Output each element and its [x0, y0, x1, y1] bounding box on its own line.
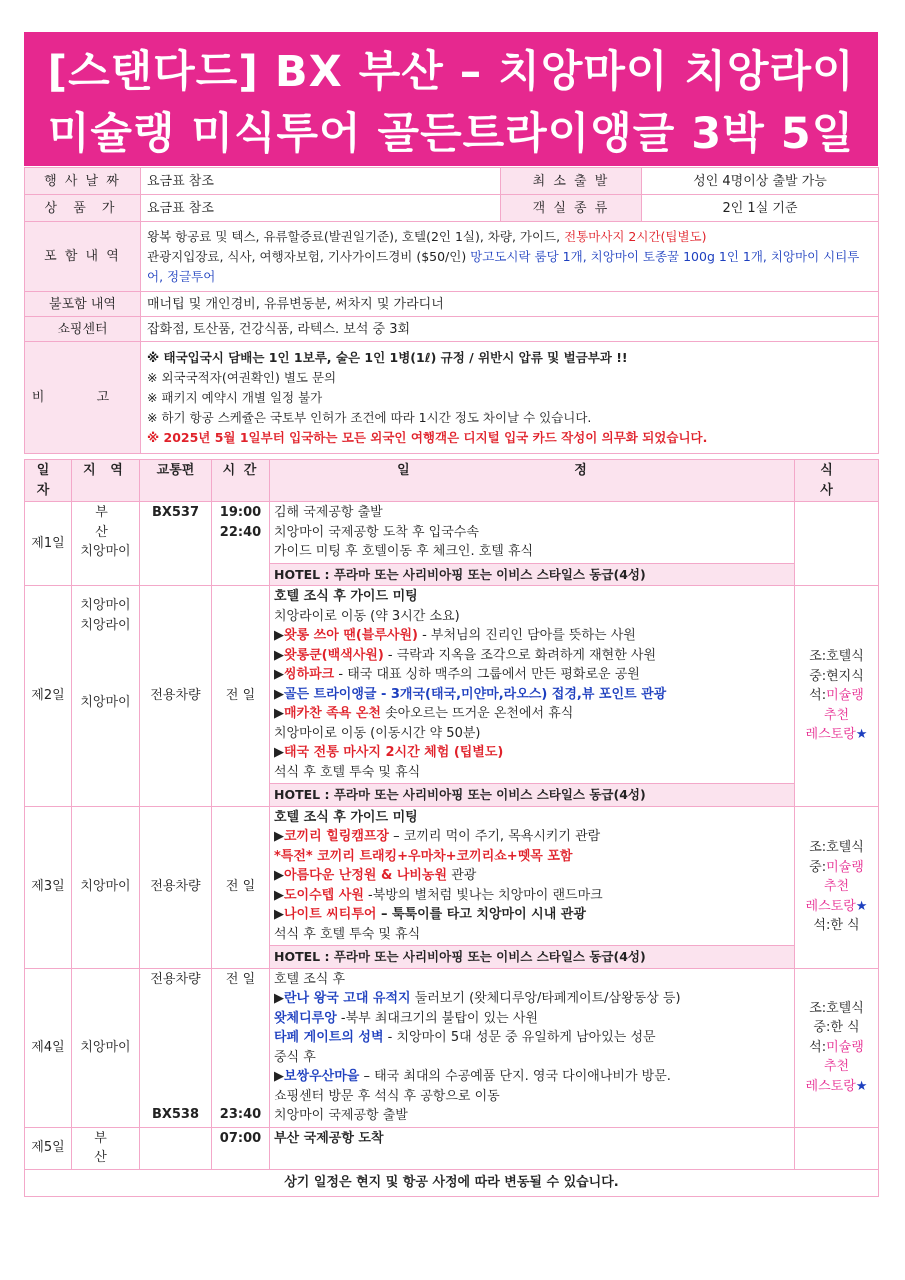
schedule-table — [24, 459, 879, 1197]
day2-meal-3 — [799, 686, 874, 706]
day2-line-9 — [274, 743, 790, 763]
day5-row — [25, 1127, 879, 1169]
day5-plan: 부산 국제공항 도착 — [270, 1127, 795, 1169]
day3-line-3: *특전* 코끼리 트래킹+우마차+코끼리쇼+뗏목 포함 — [274, 848, 573, 864]
day4-line-4a: 타페 게이트의 성벽 — [274, 1030, 384, 1045]
triangle-right-icon: ▶ — [274, 868, 284, 883]
day1-time-1: 19:00 — [219, 505, 262, 520]
day1-region — [72, 502, 140, 586]
day4-meal-3a: 석: — [809, 1039, 827, 1055]
triangle-right-icon: ▶ — [274, 647, 284, 663]
day3-meal-2d: 레스토랑 — [805, 898, 856, 914]
day4-time-text: 전 일 — [225, 971, 256, 987]
day2-line-3 — [274, 626, 790, 646]
day3-region: 치앙마이 — [72, 806, 140, 968]
day4-time-2: 23:40 — [219, 1107, 262, 1122]
info-table — [24, 167, 879, 454]
price-value: 요금표 참조 — [141, 195, 501, 222]
day3-line-2b: – 코끼리 먹이 주기, 목욕시키기 관람 — [389, 829, 601, 844]
triangle-right-icon: ▶ — [274, 829, 284, 844]
day1-plan — [270, 502, 795, 564]
day4-transport-text: 전용차량 — [150, 971, 201, 987]
day2-meal-3d-wrap — [799, 725, 874, 745]
day3-line-5 — [274, 886, 790, 906]
triangle-right-icon: ▶ — [274, 686, 284, 702]
day4-line-2 — [274, 989, 790, 1009]
day3-line-2a: 코끼리 힐링캠프장 — [284, 829, 389, 844]
day2-line-1: 호텔 조식 후 가이드 미팅 — [274, 589, 418, 604]
exclude-value: 매너팁 및 개인경비, 유류변동분, 써차지 및 가라디너 — [141, 292, 879, 317]
day2-line-10: 석식 후 호텔 투숙 및 휴식 — [274, 764, 421, 780]
note-1: ※ 태국입국시 담배는 1인 1보루, 술은 1인 1병(1ℓ) 규정 / 위반시 압류 및 벌금부과 !! — [147, 349, 628, 365]
day4-line-4b: - 치앙마이 5대 성문 중 유일하게 남아있는 성문 — [383, 1030, 656, 1045]
day5-transport — [140, 1127, 212, 1169]
day3-line-5a: 도이수텝 사원 — [284, 887, 364, 903]
triangle-right-icon: ▶ — [274, 991, 284, 1006]
include-value — [141, 222, 879, 292]
day5-time: 07:00 — [212, 1127, 270, 1169]
star-icon: ★ — [855, 727, 868, 742]
note-2: ※ 외국국적자(여권확인) 별도 문의 — [147, 369, 337, 385]
star-icon: ★ — [855, 1078, 868, 1094]
day4-meal-3 — [799, 1038, 874, 1058]
day4-line-3a: 왓체디루앙 — [274, 1010, 337, 1026]
day3-meal-1: 조:호텔식 — [809, 840, 864, 856]
day2-plan — [270, 586, 795, 784]
title-line-2: 미슐랭 미식투어 골든트라이앵글 3박 5일 — [47, 109, 855, 159]
day2-line-7 — [274, 704, 790, 724]
day2-line-6 — [274, 685, 790, 705]
day3-line-6a: 나이트 씨티투어 — [284, 907, 377, 922]
day2-line-5a: 씽하파크 — [284, 667, 335, 682]
date-value: 요금표 참조 — [141, 168, 501, 195]
day1-line-1: 김해 국제공항 출발 — [274, 505, 383, 520]
day1-line-2: 치앙마이 국제공항 도착 후 입국수속 — [274, 524, 479, 540]
triangle-right-icon: ▶ — [274, 706, 284, 721]
day4-meal — [795, 968, 879, 1127]
day4-row — [25, 968, 879, 1127]
day5-region: 부 산 — [72, 1127, 140, 1169]
day2-line-5b: - 태국 대표 싱하 맥주의 그룹에서 만든 평화로운 공원 — [334, 667, 640, 682]
date-label: 행 사 날 짜 — [25, 168, 141, 195]
day3-label: 제3일 — [25, 806, 72, 968]
day4-meal-3c: 추천 — [823, 1059, 850, 1075]
note-label: 비 고 — [25, 342, 141, 454]
day3-meal-2b: 미슐랭 — [826, 859, 864, 875]
day3-line-2 — [274, 827, 790, 847]
day4-meal-1: 조:호텔식 — [809, 1000, 864, 1016]
day3-meal-2d-wrap — [799, 897, 874, 917]
triangle-right-icon: ▶ — [274, 887, 284, 903]
day1-hotel: HOTEL : 푸라마 또는 사리비아핑 또는 이비스 스타일스 동급(4성) — [270, 563, 795, 586]
exclude-label: 불포함 내역 — [25, 292, 141, 317]
day1-line-3: 가이드 미팅 후 호텔이동 후 체크인. 호텔 휴식 — [274, 544, 534, 559]
day4-line-3b: -북부 최대크기의 불탑이 있는 사원 — [336, 1010, 538, 1026]
day2-line-3b: - 부처님의 진리인 담아를 뜻하는 사원 — [417, 628, 636, 643]
day4-line-2a: 란나 왕국 고대 유적지 — [284, 991, 411, 1006]
day4-label: 제4일 — [25, 968, 72, 1127]
day3-line-4a: 아름다운 난정원 & 나비농원 — [284, 868, 448, 883]
day1-region-2: 치앙마이 — [80, 544, 131, 559]
day3-line-4 — [274, 866, 790, 886]
triangle-right-icon: ▶ — [274, 667, 284, 682]
day1-time-2: 22:40 — [219, 524, 262, 540]
triangle-right-icon: ▶ — [274, 1069, 284, 1084]
day4-line-6a: 보쌍우산마을 — [284, 1069, 360, 1084]
day2-line-8: 치앙마이로 이동 (이동시간 약 50분) — [274, 725, 481, 741]
day3-meal-2a: 중: — [809, 859, 827, 875]
day4-region: 치앙마이 — [72, 968, 140, 1127]
include-text-d: 망고도시락 룸당 1개, 치앙마이 토종꿀 100g 1인 1개, 치앙마이 시티투어, 정글투어 — [147, 248, 860, 284]
header-plan: 일 정 — [270, 460, 795, 502]
day2-region-1: 치앙마이 — [80, 598, 131, 613]
day2-region-3: 치앙마이 — [80, 695, 131, 710]
day3-time: 전 일 — [212, 806, 270, 968]
day1-row — [25, 502, 879, 564]
day2-meal-3a: 석: — [809, 688, 827, 703]
day3-meal-2 — [799, 858, 874, 878]
shopping-value: 잡화점, 토산품, 건강식품, 라텍스. 보석 중 3회 — [141, 317, 879, 342]
day3-hotel: HOTEL : 푸라마 또는 사리비아핑 또는 이비스 스타일스 동급(4성) — [270, 946, 795, 969]
day4-plan — [270, 968, 795, 1127]
min-departure-value: 성인 4명이상 출발 가능 — [642, 168, 879, 195]
include-text-b: 전통마사지 2시간(팁별도) — [564, 228, 707, 244]
title-banner — [24, 32, 878, 166]
day2-line-3a: 왓롱 쓰아 땐(블루사원) — [284, 628, 418, 643]
day4-line-6b: – 태국 최대의 수공예품 단지. 영국 다이애나비가 방문. — [359, 1069, 671, 1084]
day2-meal-3c: 추천 — [823, 707, 850, 723]
day4-transport — [140, 968, 212, 1127]
day1-label: 제1일 — [25, 502, 72, 586]
day4-meal-3b: 미슐랭 — [826, 1039, 864, 1055]
day2-hotel: HOTEL : 푸라마 또는 사리비아핑 또는 이비스 스타일스 동급(4성) — [270, 784, 795, 807]
day2-line-7b: 솟아오르는 뜨거운 온천에서 휴식 — [380, 706, 574, 721]
header-transport: 교통편 — [140, 460, 212, 502]
header-meal: 식 사 — [795, 460, 879, 502]
note-4: ※ 하기 항공 스케쥴은 국토부 인허가 조건에 따라 1시간 정도 차이날 수 있습니다. — [147, 409, 592, 425]
day2-row — [25, 586, 879, 784]
day1-times — [212, 502, 270, 586]
day4-line-8: 치앙마이 국제공항 출발 — [274, 1108, 408, 1123]
day2-transport: 전용차량 — [140, 586, 212, 807]
day3-meal-2c: 추천 — [823, 879, 850, 895]
day3-meal-3: 석:한 식 — [813, 918, 860, 934]
include-text-a: 왕복 항공료 및 텍스, 유류할증료(발권일기준), 호텔(2인 1실), 차량, 가이드, — [147, 228, 565, 244]
day4-line-7: 쇼핑센터 방문 후 석식 후 공항으로 이동 — [274, 1088, 500, 1104]
room-type-label: 객 실 종 류 — [501, 195, 642, 222]
schedule-footer-note: 상기 일정은 현지 및 항공 사정에 따라 변동될 수 있습니다. — [25, 1169, 879, 1196]
title-line-1: [스탠다드] BX 부산 – 치앙마이 치앙라이 — [47, 47, 855, 97]
day3-line-6b: – 툭툭이를 타고 치앙마이 시내 관광 — [376, 907, 586, 922]
day5-label: 제5일 — [25, 1127, 72, 1169]
day2-line-4a: 왓롱쿤(백색사원) — [284, 647, 384, 663]
triangle-right-icon: ▶ — [274, 745, 284, 760]
day2-meal-1: 조:호텔식 — [809, 649, 864, 664]
day3-line-5b: -북방의 별처럼 빛나는 치앙마이 랜드마크 — [363, 887, 603, 903]
day3-line-6 — [274, 905, 790, 925]
day4-line-1: 호텔 조식 후 — [274, 971, 346, 987]
day2-line-2: 치앙라이로 이동 (약 3시간 소요) — [274, 608, 460, 624]
day2-line-5 — [274, 665, 790, 685]
include-text-c: 관광지입장료, 식사, 여행자보험, 기사가이드경비 ($50/인) — [147, 248, 471, 264]
day2-meal-3d: 레스토랑 — [805, 727, 856, 742]
day4-line-5: 중식 후 — [274, 1049, 316, 1065]
day5-meal — [795, 1127, 879, 1169]
room-type-value: 2인 1실 기준 — [642, 195, 879, 222]
day3-line-1: 호텔 조식 후 가이드 미팅 — [274, 809, 418, 825]
day1-flight: BX537 — [140, 502, 212, 586]
header-region: 지 역 — [72, 460, 140, 502]
notes — [141, 342, 879, 454]
day4-time — [212, 968, 270, 1127]
star-icon: ★ — [855, 898, 868, 914]
day4-line-6 — [274, 1067, 790, 1087]
day3-meal — [795, 806, 879, 968]
day2-line-7a: 매카찬 족욕 온천 — [284, 706, 381, 721]
triangle-right-icon: ▶ — [274, 628, 284, 643]
day2-region-2: 치앙라이 — [80, 617, 131, 633]
day2-line-6-text: 골든 트라이앵글 - 3개국(태국,미얀마,라오스) 접경,뷰 포인트 관광 — [284, 686, 667, 702]
note-3: ※ 패키지 예약시 개별 일정 불가 — [147, 389, 323, 405]
min-departure-label: 최 소 출 발 — [501, 168, 642, 195]
day2-meal-3b: 미슐랭 — [826, 688, 864, 703]
include-label: 포 함 내 역 — [25, 222, 141, 292]
day4-line-2b: 둘러보기 (왓체디루앙/타페게이트/삼왕동상 등) — [410, 991, 681, 1006]
day2-time: 전 일 — [212, 586, 270, 807]
day2-meal — [795, 586, 879, 807]
day2-line-4 — [274, 646, 790, 666]
day3-row — [25, 806, 879, 946]
day3-line-4b: 관광 — [447, 868, 477, 883]
shopping-label: 쇼핑센터 — [25, 317, 141, 342]
day4-line-4 — [274, 1028, 790, 1048]
triangle-right-icon: ▶ — [274, 907, 284, 922]
day4-meal-2: 중:한 식 — [813, 1020, 860, 1036]
day1-region-1: 부 산 — [95, 505, 126, 540]
day3-line-7: 석식 후 호텔 투숙 및 휴식 — [274, 926, 421, 942]
day2-line-9-text: 태국 전통 마사지 2시간 체험 (팁별도) — [284, 745, 504, 760]
day2-label: 제2일 — [25, 586, 72, 807]
day3-plan — [270, 806, 795, 946]
day2-meal-2: 중:현지식 — [809, 668, 864, 684]
day1-meal — [795, 502, 879, 586]
day4-flight: BX538 — [151, 1107, 200, 1122]
price-label: 상 품 가 — [25, 195, 141, 222]
day3-transport: 전용차량 — [140, 806, 212, 968]
day2-line-4b: - 극락과 지옥을 조각으로 화려하게 재현한 사원 — [383, 647, 657, 663]
day4-meal-3d: 레스토랑 — [805, 1078, 856, 1094]
day2-region — [72, 586, 140, 807]
header-time: 시 간 — [212, 460, 270, 502]
day4-line-3 — [274, 1009, 790, 1029]
note-5: ※ 2025년 5월 1일부터 입국하는 모든 외국인 여행객은 디지털 입국 카드 작성이 의무화 되었습니다. — [147, 429, 708, 445]
header-day: 일자 — [25, 460, 72, 502]
day4-meal-3d-wrap — [799, 1077, 874, 1097]
